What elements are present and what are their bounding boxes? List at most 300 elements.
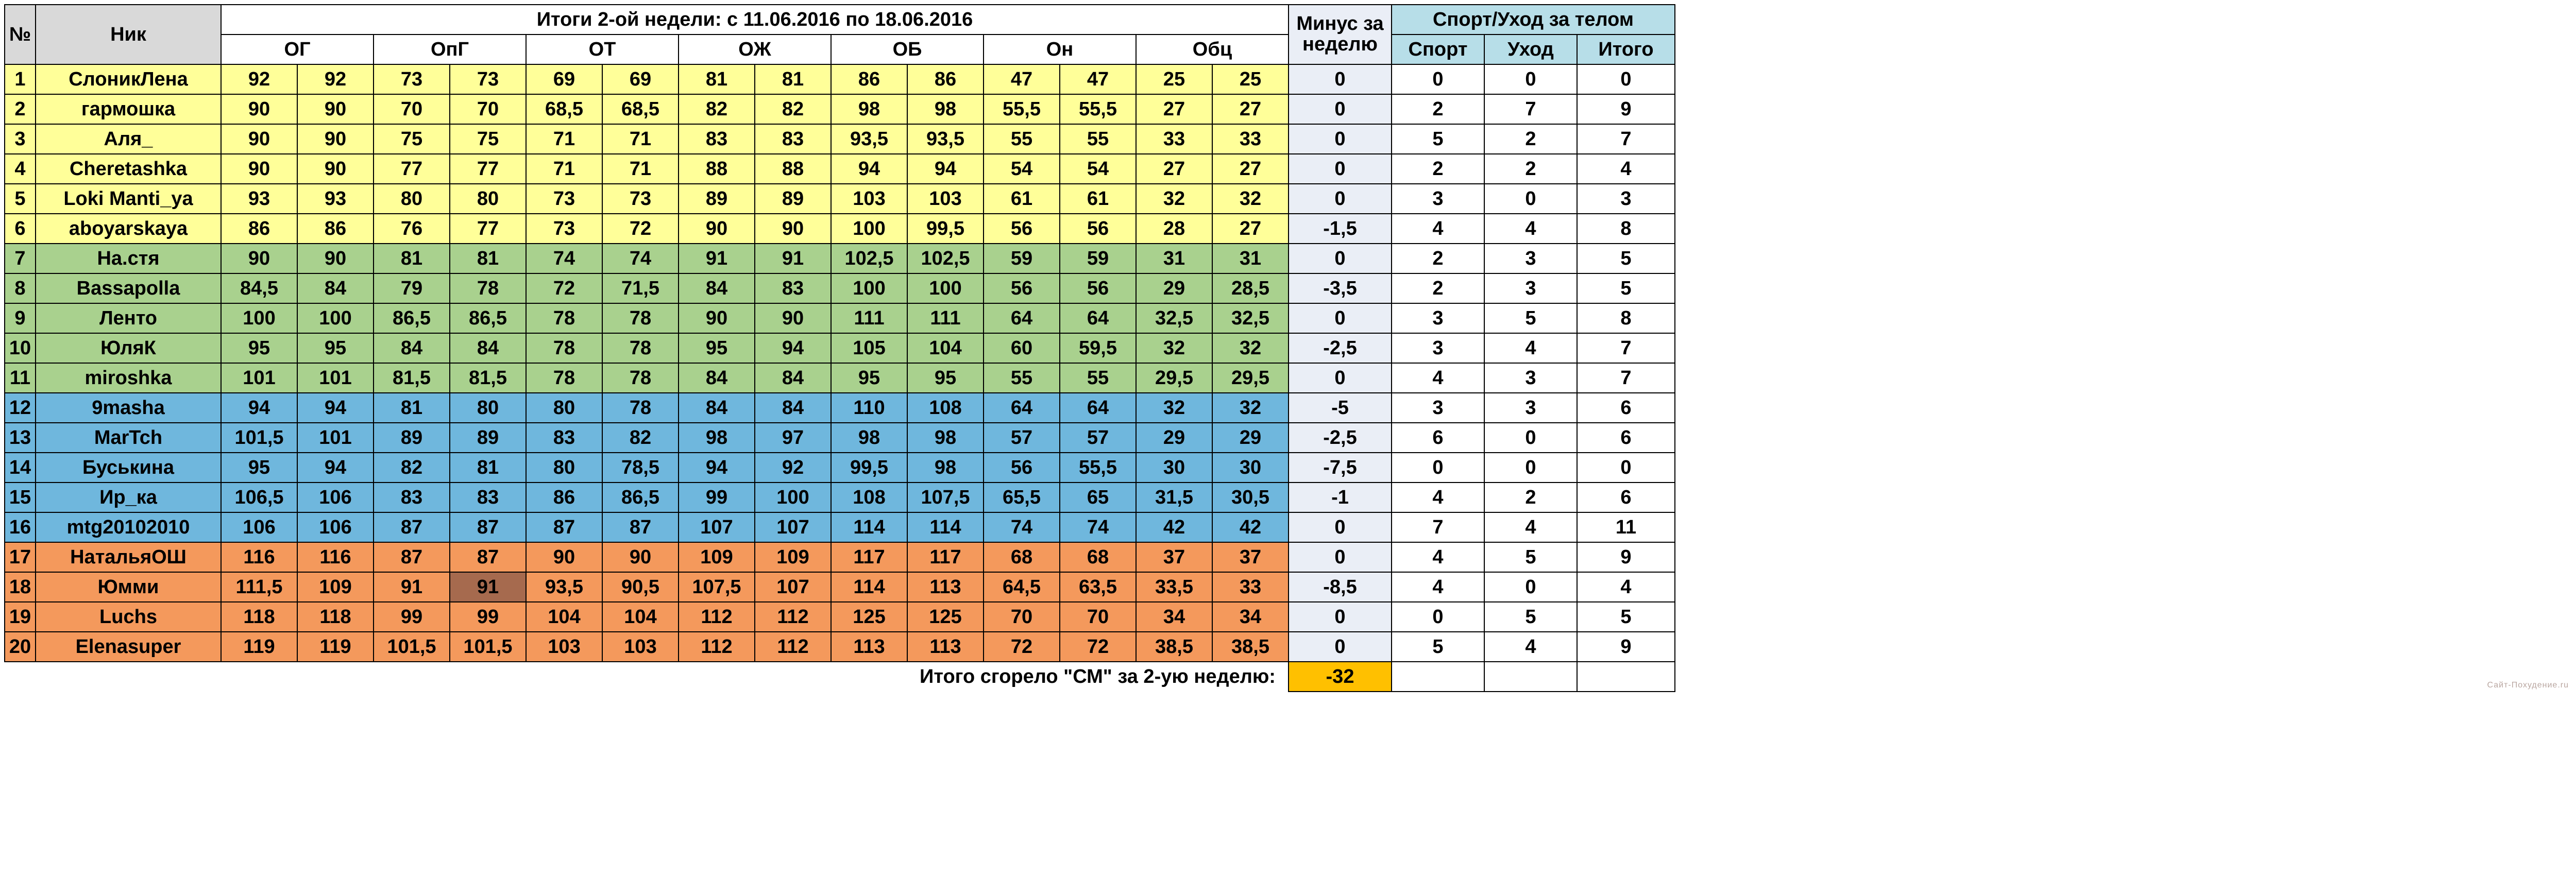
row-measure-cell: 71,5 — [602, 273, 679, 303]
row-measure-cell: 84 — [374, 333, 450, 363]
row-measure-cell: 64,5 — [984, 572, 1060, 602]
row-sport: 5 — [1392, 632, 1484, 662]
row-measure-cell: 116 — [221, 542, 297, 572]
row-measure-cell: 77 — [374, 154, 450, 184]
row-measure-cell: 78 — [450, 273, 526, 303]
row-measure-cell: 27 — [1212, 94, 1289, 124]
row-measure-cell: 90 — [297, 124, 374, 154]
row-measure-cell: 108 — [831, 483, 907, 512]
row-measure-cell: 103 — [907, 184, 984, 214]
row-measure-cell: 55,5 — [984, 94, 1060, 124]
row-measure-cell: 69 — [602, 64, 679, 94]
row-measure-cell: 31 — [1136, 244, 1212, 273]
row-measure-cell: 81,5 — [374, 363, 450, 393]
row-measure-cell: 47 — [984, 64, 1060, 94]
row-measure-cell: 114 — [907, 512, 984, 542]
row-measure-cell: 107,5 — [907, 483, 984, 512]
row-measure-cell: 71 — [526, 124, 602, 154]
row-measure-cell: 70 — [984, 602, 1060, 632]
table-row — [5, 333, 1675, 363]
header-care: Уход — [1484, 35, 1577, 64]
row-measure-cell: 93 — [297, 184, 374, 214]
row-measure-cell: 90 — [221, 154, 297, 184]
row-care: 0 — [1484, 184, 1577, 214]
row-measure-cell: 100 — [297, 303, 374, 333]
row-measure-cell: 90 — [297, 244, 374, 273]
row-measure-cell: 57 — [984, 423, 1060, 453]
row-measure-cell: 87 — [374, 512, 450, 542]
row-nickname: Loki Manti_ya — [36, 184, 221, 214]
row-measure-cell: 55 — [1060, 124, 1136, 154]
row-number: 14 — [5, 453, 36, 483]
row-measure-cell: 33 — [1212, 572, 1289, 602]
row-nickname: Ир_ка — [36, 483, 221, 512]
row-measure-cell: 79 — [374, 273, 450, 303]
row-measure-cell: 103 — [602, 632, 679, 662]
table-row — [5, 214, 1675, 244]
row-measure-cell: 90,5 — [602, 572, 679, 602]
row-measure-cell: 94 — [907, 154, 984, 184]
row-measure-cell: 83 — [755, 273, 831, 303]
row-measure-cell: 91 — [755, 244, 831, 273]
row-measure-cell: 112 — [755, 632, 831, 662]
row-measure-cell: 86 — [297, 214, 374, 244]
row-measure-cell: 84 — [450, 333, 526, 363]
row-number: 15 — [5, 483, 36, 512]
row-measure-cell: 83 — [679, 124, 755, 154]
row-measure-cell: 81 — [450, 244, 526, 273]
row-number: 9 — [5, 303, 36, 333]
row-measure-cell: 70 — [1060, 602, 1136, 632]
row-measure-cell: 56 — [1060, 273, 1136, 303]
row-nickname: НатальяОШ — [36, 542, 221, 572]
row-minus-week: 0 — [1289, 64, 1392, 94]
row-measure-cell: 100 — [907, 273, 984, 303]
row-measure-cell: 84 — [755, 363, 831, 393]
row-minus-week: -7,5 — [1289, 453, 1392, 483]
row-measure-cell: 112 — [755, 602, 831, 632]
header-group-ot: ОТ — [526, 35, 679, 64]
row-measure-cell: 74 — [526, 244, 602, 273]
row-sport: 2 — [1392, 154, 1484, 184]
row-measure-cell: 87 — [526, 512, 602, 542]
row-measure-cell: 84 — [679, 363, 755, 393]
row-measure-cell: 87 — [602, 512, 679, 542]
row-measure-cell: 103 — [526, 632, 602, 662]
row-measure-cell: 81 — [374, 244, 450, 273]
row-measure-cell: 101 — [297, 363, 374, 393]
row-measure-cell: 60 — [984, 333, 1060, 363]
row-measure-cell: 86 — [831, 64, 907, 94]
row-care: 5 — [1484, 542, 1577, 572]
row-minus-week: 0 — [1289, 632, 1392, 662]
row-measure-cell: 107,5 — [679, 572, 755, 602]
row-care: 4 — [1484, 512, 1577, 542]
table-row — [5, 542, 1675, 572]
row-measure-cell: 89 — [755, 184, 831, 214]
row-care: 3 — [1484, 393, 1577, 423]
row-measure-cell: 125 — [831, 602, 907, 632]
row-total: 6 — [1577, 423, 1675, 453]
row-measure-cell: 119 — [221, 632, 297, 662]
row-number: 20 — [5, 632, 36, 662]
table-row — [5, 483, 1675, 512]
row-measure-cell: 32 — [1212, 333, 1289, 363]
row-measure-cell: 91 — [374, 572, 450, 602]
header-num: № — [5, 5, 36, 64]
row-nickname: MarTch — [36, 423, 221, 453]
footer-spacer — [5, 662, 907, 692]
header-group-oj: ОЖ — [679, 35, 831, 64]
row-measure-cell: 61 — [1060, 184, 1136, 214]
row-minus-week: 0 — [1289, 303, 1392, 333]
row-measure-cell: 118 — [221, 602, 297, 632]
row-measure-cell: 112 — [679, 602, 755, 632]
row-total: 7 — [1577, 333, 1675, 363]
table-row — [5, 184, 1675, 214]
row-sport: 2 — [1392, 94, 1484, 124]
row-measure-cell: 72 — [526, 273, 602, 303]
row-minus-week: -1,5 — [1289, 214, 1392, 244]
row-measure-cell: 113 — [907, 632, 984, 662]
row-measure-cell: 82 — [755, 94, 831, 124]
row-measure-cell: 109 — [679, 542, 755, 572]
row-measure-cell: 100 — [755, 483, 831, 512]
row-measure-cell: 90 — [679, 214, 755, 244]
row-number: 4 — [5, 154, 36, 184]
row-measure-cell: 84,5 — [221, 273, 297, 303]
row-measure-cell: 95 — [831, 363, 907, 393]
row-nickname: Luchs — [36, 602, 221, 632]
table-row — [5, 393, 1675, 423]
row-minus-week: 0 — [1289, 184, 1392, 214]
row-measure-cell: 117 — [831, 542, 907, 572]
row-care: 3 — [1484, 363, 1577, 393]
row-measure-cell: 61 — [984, 184, 1060, 214]
table-row — [5, 512, 1675, 542]
row-measure-cell: 56 — [984, 214, 1060, 244]
row-measure-cell: 111 — [907, 303, 984, 333]
row-care: 3 — [1484, 244, 1577, 273]
footer-label: Итого сгорело "СМ" за 2-ую неделю: — [907, 662, 1289, 692]
row-measure-cell: 80 — [450, 393, 526, 423]
row-measure-cell: 82 — [602, 423, 679, 453]
table-row — [5, 273, 1675, 303]
row-measure-cell: 91 — [450, 572, 526, 602]
row-measure-cell: 93,5 — [831, 124, 907, 154]
row-total: 7 — [1577, 124, 1675, 154]
row-total: 6 — [1577, 483, 1675, 512]
table-row — [5, 363, 1675, 393]
header-sport-group: Спорт/Уход за телом — [1392, 5, 1675, 35]
row-measure-cell: 98 — [907, 423, 984, 453]
row-measure-cell: 42 — [1136, 512, 1212, 542]
row-measure-cell: 110 — [831, 393, 907, 423]
row-measure-cell: 55 — [1060, 363, 1136, 393]
row-measure-cell: 71 — [526, 154, 602, 184]
row-measure-cell: 98 — [831, 94, 907, 124]
row-measure-cell: 57 — [1060, 423, 1136, 453]
row-measure-cell: 73 — [450, 64, 526, 94]
row-measure-cell: 95 — [679, 333, 755, 363]
header-row-title — [5, 5, 1675, 35]
row-measure-cell: 87 — [450, 512, 526, 542]
row-nickname: aboyarskaya — [36, 214, 221, 244]
row-sport: 3 — [1392, 393, 1484, 423]
row-measure-cell: 84 — [755, 393, 831, 423]
row-measure-cell: 29 — [1136, 273, 1212, 303]
row-measure-cell: 27 — [1136, 154, 1212, 184]
row-sport: 3 — [1392, 333, 1484, 363]
row-measure-cell: 55,5 — [1060, 453, 1136, 483]
row-number: 17 — [5, 542, 36, 572]
row-measure-cell: 101 — [221, 363, 297, 393]
row-measure-cell: 55,5 — [1060, 94, 1136, 124]
row-number: 6 — [5, 214, 36, 244]
row-measure-cell: 89 — [450, 423, 526, 453]
row-measure-cell: 95 — [221, 333, 297, 363]
row-measure-cell: 87 — [374, 542, 450, 572]
row-measure-cell: 32 — [1212, 393, 1289, 423]
row-number: 12 — [5, 393, 36, 423]
row-measure-cell: 25 — [1212, 64, 1289, 94]
row-measure-cell: 73 — [526, 184, 602, 214]
row-measure-cell: 78 — [526, 363, 602, 393]
row-total: 6 — [1577, 393, 1675, 423]
row-measure-cell: 86,5 — [602, 483, 679, 512]
row-number: 10 — [5, 333, 36, 363]
row-measure-cell: 64 — [1060, 303, 1136, 333]
row-measure-cell: 99 — [679, 483, 755, 512]
row-minus-week: 0 — [1289, 94, 1392, 124]
row-measure-cell: 98 — [907, 453, 984, 483]
row-measure-cell: 103 — [831, 184, 907, 214]
row-measure-cell: 71 — [602, 154, 679, 184]
row-measure-cell: 31,5 — [1136, 483, 1212, 512]
row-minus-week: -3,5 — [1289, 273, 1392, 303]
row-measure-cell: 99 — [374, 602, 450, 632]
row-sport: 3 — [1392, 303, 1484, 333]
row-measure-cell: 100 — [831, 214, 907, 244]
row-minus-week: 0 — [1289, 244, 1392, 273]
table-header — [5, 5, 1675, 64]
row-measure-cell: 112 — [679, 632, 755, 662]
row-measure-cell: 104 — [526, 602, 602, 632]
row-care: 0 — [1484, 572, 1577, 602]
row-measure-cell: 83 — [755, 124, 831, 154]
row-measure-cell: 86 — [907, 64, 984, 94]
row-measure-cell: 77 — [450, 214, 526, 244]
row-measure-cell: 94 — [297, 453, 374, 483]
row-measure-cell: 119 — [297, 632, 374, 662]
row-nickname: 9masha — [36, 393, 221, 423]
table-row — [5, 453, 1675, 483]
row-care: 2 — [1484, 124, 1577, 154]
row-measure-cell: 71 — [602, 124, 679, 154]
row-number: 11 — [5, 363, 36, 393]
header-group-ob: ОБ — [831, 35, 984, 64]
row-measure-cell: 59,5 — [1060, 333, 1136, 363]
row-measure-cell: 101,5 — [450, 632, 526, 662]
table-row — [5, 94, 1675, 124]
row-total: 0 — [1577, 64, 1675, 94]
row-measure-cell: 78 — [602, 363, 679, 393]
row-sport: 2 — [1392, 273, 1484, 303]
row-total: 5 — [1577, 244, 1675, 273]
row-measure-cell: 100 — [221, 303, 297, 333]
row-measure-cell: 73 — [526, 214, 602, 244]
table-row — [5, 572, 1675, 602]
row-care: 0 — [1484, 423, 1577, 453]
row-sport: 7 — [1392, 512, 1484, 542]
row-measure-cell: 38,5 — [1212, 632, 1289, 662]
row-measure-cell: 104 — [907, 333, 984, 363]
row-minus-week: -2,5 — [1289, 423, 1392, 453]
row-measure-cell: 87 — [450, 542, 526, 572]
row-number: 1 — [5, 64, 36, 94]
row-measure-cell: 102,5 — [831, 244, 907, 273]
row-measure-cell: 95 — [297, 333, 374, 363]
row-measure-cell: 84 — [297, 273, 374, 303]
row-measure-cell: 106 — [297, 512, 374, 542]
row-measure-cell: 104 — [602, 602, 679, 632]
row-measure-cell: 63,5 — [1060, 572, 1136, 602]
row-measure-cell: 113 — [907, 572, 984, 602]
row-measure-cell: 76 — [374, 214, 450, 244]
row-measure-cell: 80 — [374, 184, 450, 214]
row-measure-cell: 31 — [1212, 244, 1289, 273]
row-total: 11 — [1577, 512, 1675, 542]
row-measure-cell: 30 — [1136, 453, 1212, 483]
row-nickname: Юмми — [36, 572, 221, 602]
row-measure-cell: 94 — [755, 333, 831, 363]
row-measure-cell: 80 — [526, 393, 602, 423]
header-nick: Ник — [36, 5, 221, 64]
footer-total-value: -32 — [1289, 662, 1392, 692]
row-measure-cell: 54 — [984, 154, 1060, 184]
row-care: 0 — [1484, 453, 1577, 483]
row-measure-cell: 89 — [374, 423, 450, 453]
row-measure-cell: 114 — [831, 512, 907, 542]
row-nickname: На.стя — [36, 244, 221, 273]
row-measure-cell: 125 — [907, 602, 984, 632]
row-nickname: miroshka — [36, 363, 221, 393]
row-measure-cell: 27 — [1212, 214, 1289, 244]
row-number: 16 — [5, 512, 36, 542]
row-measure-cell: 29 — [1136, 423, 1212, 453]
row-measure-cell: 93,5 — [526, 572, 602, 602]
spreadsheet — [0, 4, 2576, 692]
row-measure-cell: 68 — [984, 542, 1060, 572]
row-measure-cell: 56 — [1060, 214, 1136, 244]
row-measure-cell: 106 — [297, 483, 374, 512]
row-nickname: Cheretashka — [36, 154, 221, 184]
row-nickname: Bassapolla — [36, 273, 221, 303]
row-measure-cell: 72 — [1060, 632, 1136, 662]
row-measure-cell: 101,5 — [221, 423, 297, 453]
row-nickname: гармошка — [36, 94, 221, 124]
row-measure-cell: 64 — [984, 393, 1060, 423]
header-group-on: Он — [984, 35, 1136, 64]
row-minus-week: 0 — [1289, 154, 1392, 184]
row-measure-cell: 101 — [297, 423, 374, 453]
table-row — [5, 632, 1675, 662]
header-minus-week — [1289, 5, 1392, 64]
row-measure-cell: 88 — [679, 154, 755, 184]
row-measure-cell: 59 — [1060, 244, 1136, 273]
row-care: 3 — [1484, 273, 1577, 303]
row-measure-cell: 90 — [221, 124, 297, 154]
row-measure-cell: 111,5 — [221, 572, 297, 602]
row-measure-cell: 91 — [679, 244, 755, 273]
row-number: 13 — [5, 423, 36, 453]
row-measure-cell: 65,5 — [984, 483, 1060, 512]
row-nickname: СлоникЛена — [36, 64, 221, 94]
row-measure-cell: 108 — [907, 393, 984, 423]
row-number: 3 — [5, 124, 36, 154]
row-measure-cell: 98 — [679, 423, 755, 453]
row-sport: 0 — [1392, 64, 1484, 94]
row-measure-cell: 32 — [1212, 184, 1289, 214]
row-sport: 6 — [1392, 423, 1484, 453]
row-measure-cell: 73 — [602, 184, 679, 214]
row-minus-week: -1 — [1289, 483, 1392, 512]
row-care: 5 — [1484, 303, 1577, 333]
row-measure-cell: 78 — [526, 303, 602, 333]
row-sport: 3 — [1392, 184, 1484, 214]
row-measure-cell: 56 — [984, 453, 1060, 483]
row-measure-cell: 68,5 — [602, 94, 679, 124]
row-measure-cell: 116 — [297, 542, 374, 572]
row-measure-cell: 78 — [526, 333, 602, 363]
row-measure-cell: 69 — [526, 64, 602, 94]
row-measure-cell: 100 — [831, 273, 907, 303]
table-row — [5, 244, 1675, 273]
row-measure-cell: 72 — [984, 632, 1060, 662]
row-measure-cell: 89 — [679, 184, 755, 214]
row-measure-cell: 56 — [984, 273, 1060, 303]
row-measure-cell: 47 — [1060, 64, 1136, 94]
row-measure-cell: 74 — [984, 512, 1060, 542]
row-total: 0 — [1577, 453, 1675, 483]
footer-empty-care — [1484, 662, 1577, 692]
row-number: 18 — [5, 572, 36, 602]
row-sport: 0 — [1392, 453, 1484, 483]
row-measure-cell: 92 — [755, 453, 831, 483]
row-measure-cell: 78 — [602, 303, 679, 333]
header-sport: Спорт — [1392, 35, 1484, 64]
row-minus-week: 0 — [1289, 512, 1392, 542]
row-measure-cell: 92 — [297, 64, 374, 94]
row-total: 8 — [1577, 214, 1675, 244]
header-minus-line2: неделю — [1302, 33, 1378, 55]
row-measure-cell: 82 — [374, 453, 450, 483]
row-measure-cell: 33,5 — [1136, 572, 1212, 602]
row-nickname: Буськина — [36, 453, 221, 483]
row-measure-cell: 107 — [755, 572, 831, 602]
row-measure-cell: 37 — [1212, 542, 1289, 572]
table-row — [5, 602, 1675, 632]
row-measure-cell: 29 — [1212, 423, 1289, 453]
row-measure-cell: 94 — [297, 393, 374, 423]
row-measure-cell: 98 — [907, 94, 984, 124]
table-row — [5, 124, 1675, 154]
row-measure-cell: 77 — [450, 154, 526, 184]
row-measure-cell: 33 — [1136, 124, 1212, 154]
row-measure-cell: 73 — [374, 64, 450, 94]
row-number: 5 — [5, 184, 36, 214]
row-total: 9 — [1577, 94, 1675, 124]
